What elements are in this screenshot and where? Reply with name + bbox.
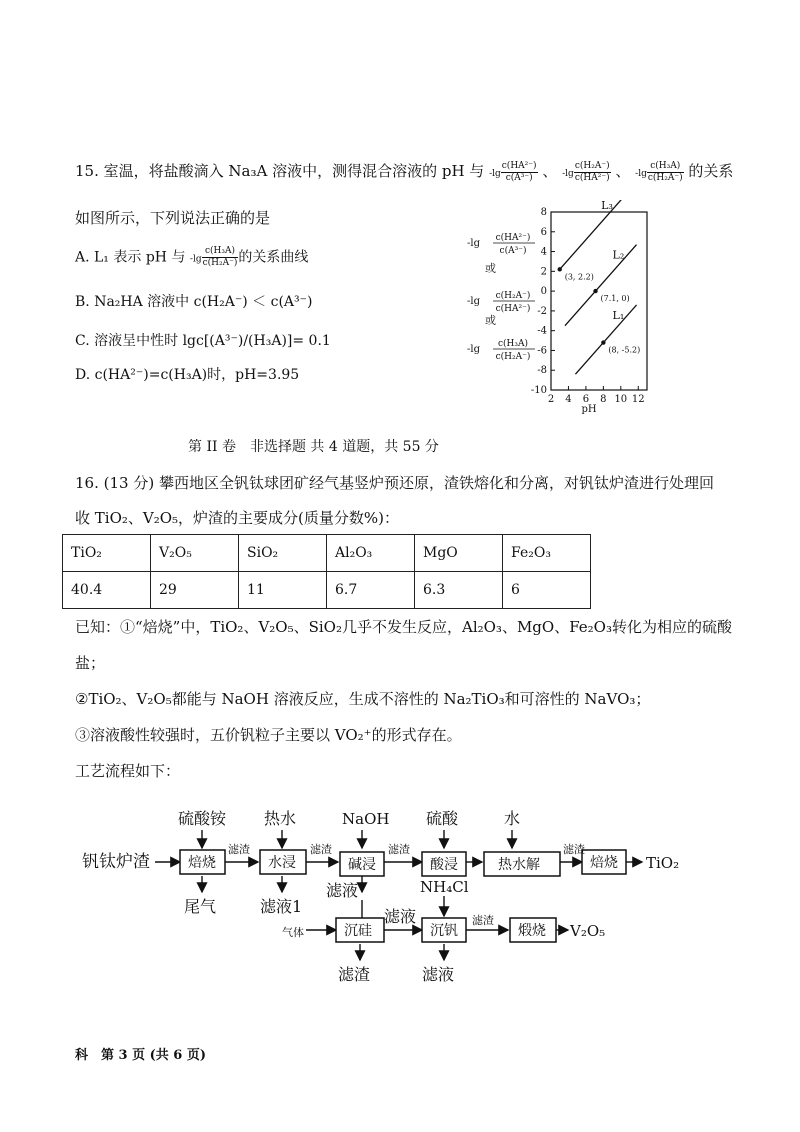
q15-option-a: A. L₁ 表示 pH 与 -lg $\frac{\text{c(H₃A)}}{\text{c(H₂A⁻)}}$ 的关系曲线 [75, 246, 309, 268]
y-label-or: 或 [485, 262, 496, 275]
q16-line2: 收 TiO₂、V₂O₅，炉渣的主要成分(质量分数%)： [75, 509, 399, 527]
y-label-prefix: -lg [467, 296, 480, 307]
y-label-denominator: c(H₂A⁻) [495, 352, 531, 362]
y-label-prefix: -lg [467, 344, 480, 355]
known-1b: 盐； [75, 654, 106, 672]
table-header-cell: TiO₂ [63, 535, 151, 572]
section-title: 第 II 卷 非选择题 共 4 道题，共 55 分 [188, 439, 439, 455]
table-header-cell: SiO₂ [239, 535, 327, 572]
y-label-or: 或 [485, 314, 496, 327]
q15-option-b: B. Na₂HA 溶液中 c(H₂A⁻) ＜ c(A³⁻) [75, 294, 313, 310]
box-label: 热水解 [498, 857, 540, 873]
data-point [558, 267, 562, 271]
fraction-2: -lg $\frac{\text{c(H₂A⁻)}}{\text{c(HA²⁻)}}$ [562, 160, 610, 183]
y-tick-label: 2 [540, 266, 547, 278]
known-2: ②TiO₂、V₂O₅都能与 NaOH 溶液反应，生成不溶性的 Na₂TiO₃和可溶性的 NaVO₃； [75, 690, 651, 708]
output-label: 滤液 [326, 881, 359, 900]
x-tick-label: 10 [614, 394, 628, 405]
table-header-cell: MgO [415, 535, 503, 572]
box-label: 煅烧 [518, 923, 546, 939]
data-point [601, 340, 605, 344]
input-label: 热水 [264, 809, 297, 828]
table-header-row [63, 535, 591, 572]
x-tick-label: 8 [600, 394, 607, 405]
q16-line1: 16. (13 分) 攀西地区全钒钛球团矿经气基竖炉预还原，渣铁熔化和分离，对钒钛炉渣进行处理回 [75, 474, 714, 492]
data-point-label: (3, 2.2) [564, 272, 594, 282]
x-tick-label: 4 [565, 394, 572, 405]
y-label-denominator: c(HA²⁻) [495, 304, 531, 314]
table-cell: 6 [503, 572, 591, 609]
product-label: V₂O₅ [570, 922, 606, 940]
x-tick-label: 12 [631, 394, 645, 405]
edge-label: 滤液 [384, 907, 417, 926]
input-label: 硫酸铵 [178, 809, 227, 828]
composition-table [62, 534, 591, 609]
page-footer: 科 第 3 页 (共 6 页) [75, 1048, 207, 1063]
y-tick-label: -10 [530, 385, 547, 396]
y-tick-label: 4 [540, 246, 547, 258]
table-cell: 6.7 [327, 572, 415, 609]
table-cell: 6.3 [415, 572, 503, 609]
box-label: 碱浸 [348, 857, 376, 873]
input-label: 水 [504, 809, 521, 828]
edge-label: 气体 [282, 926, 304, 939]
y-label-numerator: c(HA²⁻) [495, 233, 531, 243]
input-label: NaOH [342, 810, 390, 828]
series-label-L3: L₃ [601, 200, 613, 213]
y-label-denominator: c(A³⁻) [499, 246, 527, 256]
q15-chart [465, 200, 665, 422]
q15-line2: 如图所示，下列说法正确的是 [75, 209, 271, 227]
process-flow-diagram [70, 800, 710, 1000]
y-label-numerator: c(H₃A) [497, 339, 529, 349]
edge-label: 滤渣 [563, 843, 585, 856]
table-header-cell: V₂O₅ [151, 535, 239, 572]
table-cell: 40.4 [63, 572, 151, 609]
input-label: 硫酸 [426, 809, 459, 828]
table-header-cell: Al₂O₃ [327, 535, 415, 572]
output-label: 滤液 [422, 965, 455, 984]
y-tick-label: 0 [540, 286, 547, 298]
edge-label: 滤渣 [310, 843, 332, 856]
series-label-L2: L₂ [612, 248, 625, 262]
box-label: 沉钒 [430, 923, 458, 939]
box-label: 沉硅 [344, 923, 372, 939]
y-tick-label: 8 [540, 207, 547, 218]
data-point-label: (7.1, 0) [600, 294, 630, 304]
q15-option-d: D. c(HA²⁻)=c(H₃A)时，pH=3.95 [75, 367, 300, 383]
y-tick-label: -2 [537, 305, 547, 317]
known-3: ③溶液酸性较强时，五价钒粒子主要以 VO₂⁺的形式存在。 [75, 726, 462, 744]
table-row [63, 572, 591, 609]
box-label: 焙烧 [590, 855, 618, 871]
edge-label: 滤渣 [388, 843, 410, 856]
flow-title: 工艺流程如下： [75, 762, 181, 780]
data-point [593, 289, 597, 293]
flow-start: 钒钛炉渣 [82, 852, 150, 872]
table-header-cell: Fe₂O₃ [503, 535, 591, 572]
plot-frame [551, 212, 647, 390]
table-cell: 11 [239, 572, 327, 609]
x-axis-label: pH [581, 404, 597, 415]
edge-label: 滤渣 [228, 843, 250, 856]
y-tick-label: 6 [540, 226, 547, 238]
y-tick-label: -6 [537, 345, 547, 357]
series-label-L1: L₁ [612, 308, 625, 322]
known-1: 已知：①“焙烧”中，TiO₂、V₂O₅、SiO₂几乎不发生反应，Al₂O₃、MgO、Fe₂O₃转化为相应的硫酸 [75, 618, 732, 636]
box-label: 水浸 [268, 855, 296, 871]
y-tick-label: -4 [537, 325, 547, 337]
y-label-numerator: c(H₂A⁻) [495, 291, 531, 301]
series-line-L2 [565, 245, 637, 326]
output-label: 滤渣 [338, 965, 371, 984]
y-label-prefix: -lg [467, 238, 480, 249]
x-tick-label: 2 [547, 394, 555, 405]
product-label: TiO₂ [646, 854, 680, 872]
q15-stem: 15. 室温，将盐酸滴入 Na₃A 溶液中，测得混合溶液的 pH 与 -lg $\frac{\text{c(HA²⁻)}}{\text{c(A³⁻)}}$ 、 -lg $\frac{\text{c(H₂A⁻)}}{\text{c(HA²⁻)}}$ 、 -lg $\frac{\text{c(H₃A)}}{\text{c(H₂A⁻)}}$ 的关系 [75, 160, 734, 183]
fraction-1: -lg $\frac{\text{c(HA²⁻)}}{\text{c(A³⁻)}}$ [489, 160, 537, 183]
fraction-3: -lg $\frac{\text{c(H₃A)}}{\text{c(H₂A⁻)}}$ [635, 160, 683, 183]
edge-label: 滤渣 [472, 914, 494, 927]
output-label: 尾气 [184, 897, 217, 916]
x-tick-label: 6 [582, 394, 590, 405]
output-label: 滤液1 [260, 897, 303, 916]
input-label: NH₄Cl [420, 878, 469, 896]
series-line-L1 [575, 305, 636, 374]
q15-option-c: C. 溶液呈中性时 lgc[(A³⁻)/(H₃A)]= 0.1 [75, 333, 331, 349]
y-tick-label: -8 [537, 365, 547, 377]
data-point-label: (8, -5.2) [608, 345, 641, 355]
box-label: 焙烧 [188, 855, 216, 871]
table-cell: 29 [151, 572, 239, 609]
box-label: 酸浸 [430, 857, 458, 873]
